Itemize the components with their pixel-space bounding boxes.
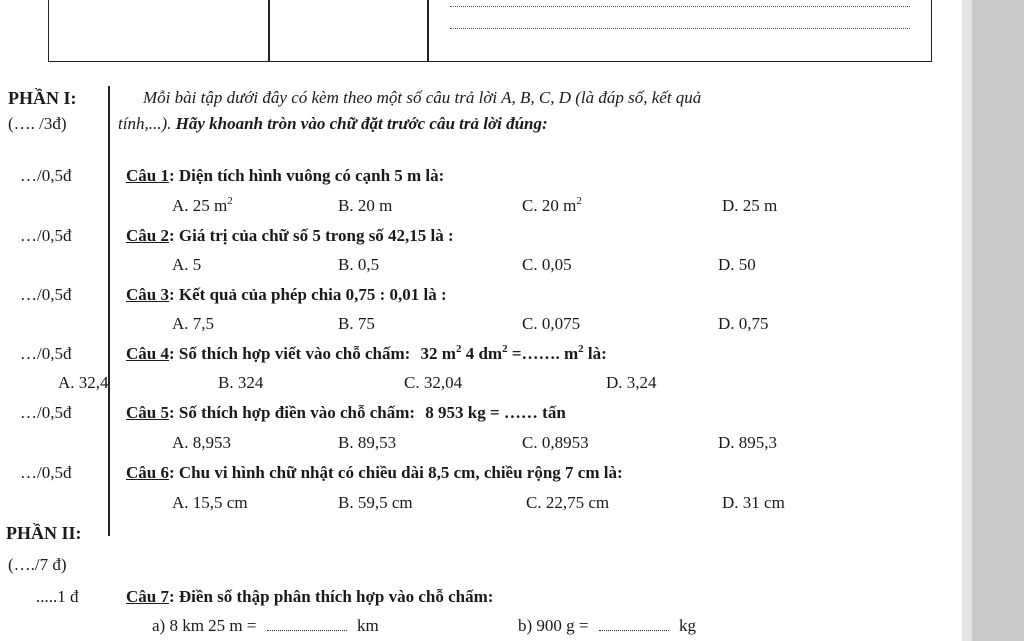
- q2-points: …/0,5đ: [20, 226, 72, 245]
- q1-text: : Diện tích hình vuông có cạnh 5 m là:: [168, 166, 445, 185]
- q7-text: : Điền số thập phân thích hợp vào chỗ chấm:: [168, 587, 494, 606]
- q6-stem: [126, 463, 623, 483]
- q7a-item: [152, 616, 379, 636]
- q4-text: : Số thích hợp viết vào chỗ chấm:: [168, 344, 411, 363]
- q4-option-c[interactable]: C. 32,04: [404, 373, 463, 392]
- part1-heading: PHẦN I:: [8, 88, 77, 108]
- margin-rule: [108, 86, 110, 536]
- q5-option-b[interactable]: B. 89,53: [338, 433, 397, 452]
- part2-heading: PHẦN II:: [6, 523, 82, 543]
- table-divider-2: [427, 0, 429, 62]
- part1-instruction-line1: Mỗi bài tập dưới đây có kèm theo một số câu trả lời A, B, C, D (là đáp số, kết quả: [143, 88, 702, 107]
- q3-text: : Kết quả của phép chia 0,75 : 0,01 là :: [168, 285, 447, 304]
- q5-label: Câu 5: [126, 403, 169, 422]
- q6-option-c[interactable]: C. 22,75 cm: [526, 493, 610, 512]
- q2-option-b[interactable]: B. 0,5: [338, 255, 380, 274]
- q7a-unit: km: [357, 616, 379, 635]
- q3-option-b[interactable]: B. 75: [338, 314, 375, 333]
- q5-option-a[interactable]: A. 8,953: [172, 433, 232, 452]
- q7b-item: [518, 616, 696, 636]
- part2-score: (…./7 đ): [8, 555, 67, 574]
- q7-points: .....1 đ: [36, 587, 79, 606]
- q7b-unit: kg: [679, 616, 696, 635]
- part1-instruction-line2: [118, 114, 548, 134]
- q6-points: …/0,5đ: [20, 463, 72, 482]
- q3-stem: [126, 285, 447, 305]
- q2-option-d[interactable]: D. 50: [718, 255, 756, 274]
- q1-option-d[interactable]: D. 25 m: [722, 196, 778, 215]
- q2-stem: [126, 226, 454, 246]
- q6-option-b[interactable]: B. 59,5 cm: [338, 493, 413, 512]
- q7b-answer-blank[interactable]: [599, 618, 669, 631]
- q4-option-d[interactable]: D. 3,24: [606, 373, 657, 392]
- instruction-note: tính,...).: [118, 114, 172, 133]
- table-divider-1: [268, 0, 270, 62]
- q1-points: …/0,5đ: [20, 166, 72, 185]
- q4-stem: [126, 344, 607, 364]
- q1-option-c[interactable]: C. 20 $m^2$: [522, 195, 582, 215]
- q3-option-a[interactable]: A. 7,5: [172, 314, 215, 333]
- q1-option-b[interactable]: B. 20 m: [338, 196, 393, 215]
- q3-points: …/0,5đ: [20, 285, 72, 304]
- q2-label: Câu 2: [126, 226, 169, 245]
- q7-label: Câu 7: [126, 587, 169, 606]
- q4-option-b[interactable]: B. 324: [218, 373, 264, 392]
- q5-option-d[interactable]: D. 895,3: [718, 433, 778, 452]
- q5-text: : Số thích hợp điền vào chỗ chấm:: [168, 403, 416, 422]
- q1-option-a[interactable]: A. 25 $m^2$: [172, 195, 233, 215]
- header-table: [48, 0, 932, 62]
- q6-text: : Chu vi hình chữ nhật có chiều dài 8,5 cm, chiều rộng 7 cm là:: [168, 463, 623, 482]
- part1-score: (…. /3đ): [8, 114, 67, 133]
- q5-points: …/0,5đ: [20, 403, 72, 422]
- q4-points: …/0,5đ: [20, 344, 72, 363]
- q4-expression: 32 $m^2$ 4 $dm^2$ =……. $m^2$ là:: [420, 343, 607, 363]
- q2-option-c[interactable]: C. 0,05: [522, 255, 572, 274]
- instruction-directive: Hãy khoanh tròn vào chữ đặt trước câu trả lời đúng:: [175, 114, 548, 133]
- q2-option-a[interactable]: A. 5: [172, 255, 202, 274]
- q3-option-c[interactable]: C. 0,075: [522, 314, 581, 333]
- scrollbar-thumb[interactable]: [972, 0, 1024, 641]
- dotted-line-2: [450, 28, 910, 29]
- q4-option-a[interactable]: A. 32,4: [58, 373, 109, 392]
- q7b-prefix: b) 900 g =: [518, 616, 589, 635]
- dotted-line-1: [450, 6, 910, 7]
- q6-option-a[interactable]: A. 15,5 cm: [172, 493, 248, 512]
- q6-option-d[interactable]: D. 31 cm: [722, 493, 785, 512]
- q5-expression: 8 953 kg = …… tấn: [425, 403, 566, 422]
- q5-option-c[interactable]: C. 0,8953: [522, 433, 589, 452]
- q3-option-d[interactable]: D. 0,75: [718, 314, 769, 333]
- q7-stem: [126, 587, 493, 607]
- q2-text: : Giá trị của chữ số 5 trong số 42,15 là :: [168, 226, 454, 245]
- q5-stem: [126, 403, 566, 423]
- q4-label: Câu 4: [126, 344, 169, 363]
- q7a-answer-blank[interactable]: [267, 618, 347, 631]
- q6-label: Câu 6: [126, 463, 169, 482]
- q7a-prefix: a) 8 km 25 m =: [152, 616, 257, 635]
- q1-label: Câu 1: [126, 166, 169, 185]
- q1-stem: [126, 166, 444, 186]
- q3-label: Câu 3: [126, 285, 169, 304]
